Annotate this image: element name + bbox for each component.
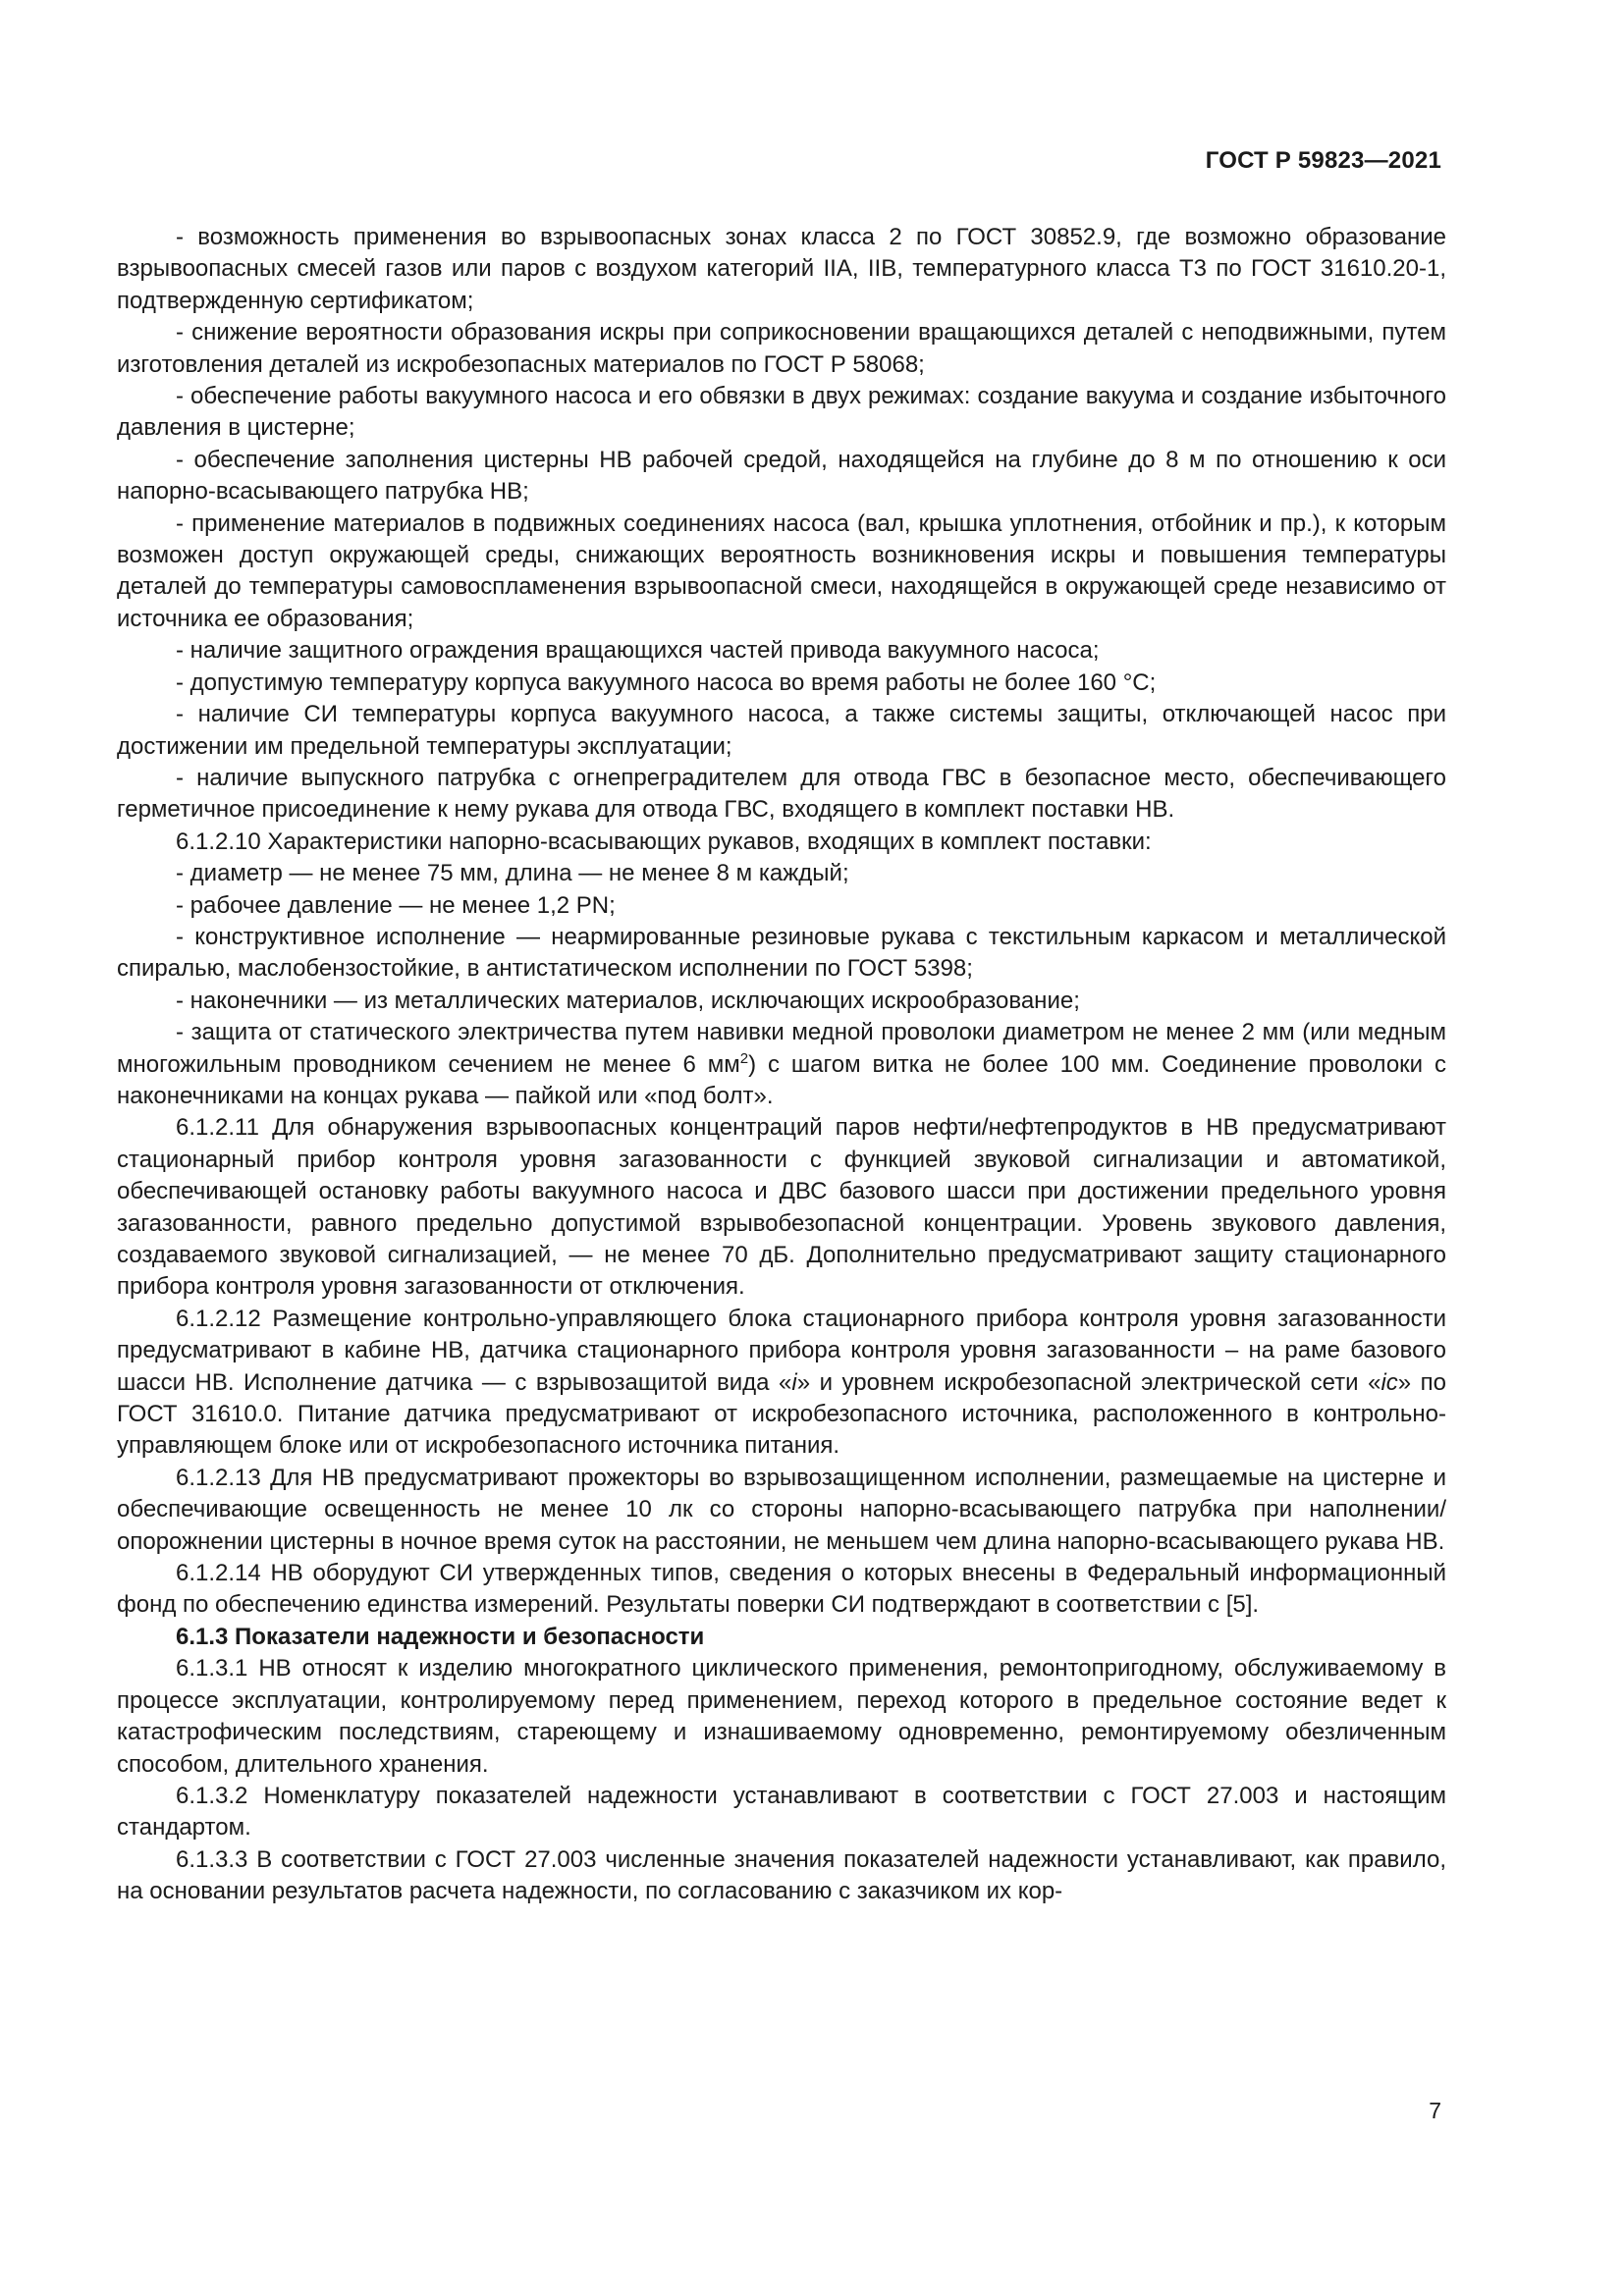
paragraph: - наличие защитного ограждения вращающихся частей привода вакуумного насоса; — [176, 637, 1100, 665]
paragraph: - снижение вероятности образования искры при соприкосновении вращающихся деталей с неподвижными, путем изготовления деталей из искробезопасных материалов по ГОСТ Р 58068; — [117, 319, 1446, 378]
paragraph: - наконечники — из металлических материалов, исключающих искрообразование; — [176, 987, 1080, 1014]
paragraph-6-1-2-14: 6.1.2.14 НВ оборудуют СИ утвержденных типов, сведения о которых внесены в Федеральный информационный фонд по обеспечению единства измерений. Результаты поверки СИ подтверждают в соответствии с [5]. — [117, 1560, 1446, 1619]
paragraph-6-1-2-12 — [117, 1304, 1446, 1463]
superscript: 2 — [739, 1049, 749, 1067]
paragraph-6-1-2-13: 6.1.2.13 Для НВ предусматривают прожекторы во взрывозащищенном исполнении, размещаемые на цистерне и обеспечивающие освещенность не менее 10 лк со стороны напорно-всасывающего патрубка при наполнении/опорожнении цистерны в ночное время суток на расстоянии, не меньшем чем длина напорно-всасывающего рукава НВ. — [117, 1464, 1446, 1555]
text-span: ) с шагом витка не более 100 мм. Соединение проволоки с наконечниками на концах рукава — пайкой или «под болт». — [117, 1050, 1446, 1109]
text-span: 6.1.2.12 Размещение контрольно-управляющего блока стационарного прибора контроля уровня загазованности предусматривают в кабине НВ, датчика стационарного прибора контроля уровня загазованности – на раме базового шасси НВ. Исполнение датчика — с взрывозащитой вида « — [117, 1305, 1446, 1396]
paragraph-6-1-2-11: 6.1.2.11 Для обнаружения взрывоопасных концентраций паров нефти/нефтепродуктов в НВ предусматривают стационарный прибор контроля уровня загазованности с функцией звуковой сигнализации и автоматикой, обеспечивающей остановку работы вакуумного насоса и ДВС базового шасси при достижении предельного уровня загазованности, равного предельно допустимой взрывобезопасной концентрации. Уровень звукового давления, создаваемого звуковой сигнализацией, — не менее 70 дБ. Дополнительно предусматривают защиту стационарного прибора контроля уровня загазованности от отключения. — [117, 1114, 1446, 1301]
paragraph: - наличие СИ температуры корпуса вакуумного насоса, а также системы защиты, отключающей насос при достижении им предельной температуры эксплуатации; — [117, 701, 1446, 760]
paragraph: - обеспечение заполнения цистерны НВ рабочей средой, находящейся на глубине до 8 м по отношению к оси напорно-всасывающего патрубка НВ; — [117, 446, 1446, 506]
paragraph: - рабочее давление — не менее 1,2 PN; — [176, 891, 616, 919]
paragraph: 6.1.2.10 Характеристики напорно-всасывающих рукавов, входящих в комплект поставки: — [176, 828, 1152, 855]
paragraph: - наличие выпускного патрубка с огнепреградителем для отвода ГВС в безопасное место, обеспечивающего герметичное присоединение к нему рукава для отвода ГВС, входящего в комплект поставки НВ. — [117, 764, 1446, 824]
paragraph: - возможность применения во взрывоопасных зонах класса 2 по ГОСТ 30852.9, где возможно образование взрывоопасных смесей газов или паров с воздухом категорий IIA, IIB, температурного класса Т3 по ГОСТ 31610.20-1, подтвержденную сертификатом; — [117, 224, 1446, 314]
document-body — [117, 222, 1446, 1908]
text-span: - защита от статического электричества путем навивки медной проволоки диаметром не менее 2 мм (или медным многожильным проводником сечением не менее 6 мм — [117, 1019, 1446, 1078]
page-number: 7 — [1429, 2098, 1441, 2123]
italic-text: i — [791, 1368, 797, 1396]
paragraph: - конструктивное исполнение — неармированные резиновые рукава с текстильным каркасом и металлической спиралью, маслобензостойкие, в антистатическом исполнении по ГОСТ 5398; — [117, 923, 1446, 983]
paragraph-6-1-3-2: 6.1.3.2 Номенклатуру показателей надежности устанавливают в соответствии с ГОСТ 27.003 и настоящим стандартом. — [117, 1782, 1446, 1842]
paragraph: - диаметр — не менее 75 мм, длина — не менее 8 м каждый; — [176, 860, 849, 887]
text-span: » и уровнем искробезопасной электрической сети « — [796, 1368, 1381, 1396]
section-heading: 6.1.3 Показатели надежности и безопасности — [176, 1623, 705, 1650]
text-span: » по ГОСТ 31610.0. Питание датчика предусматривают от искробезопасного источника, расположенного в контрольно-управляющем блоке или от искробезопасного источника питания. — [117, 1368, 1447, 1460]
paragraph-6-1-3-1: 6.1.3.1 НВ относят к изделию многократного циклического применения, ремонтопригодному, обслуживаемому в процессе эксплуатации, контролируемому перед применением, переход которого в предельное состояние ведет к катастрофическим последствиям, стареющему и изнашиваемому одновременно, ремонтируемому обезличенным способом, длительного хранения. — [117, 1655, 1446, 1778]
paragraph: - применение материалов в подвижных соединениях насоса (вал, крышка уплотнения, отбойник и пр.), к которым возможен доступ окружающей среды, снижающих вероятность возникновения искры и повышения температуры деталей до температуры самовоспламенения взрывоопасной смеси, находящейся в окружающей среде независимо от источника ее образования; — [117, 509, 1446, 632]
paragraph: - допустимую температуру корпуса вакуумного насоса во время работы не более 160 °С; — [176, 668, 1157, 696]
italic-text: ic — [1380, 1368, 1398, 1396]
paragraph-wire-protection — [117, 1017, 1446, 1112]
paragraph: - обеспечение работы вакуумного насоса и его обвязки в двух режимах: создание вакуума и создание избыточного давления в цистерне; — [117, 383, 1446, 442]
paragraph-6-1-3-3: 6.1.3.3 В соответствии с ГОСТ 27.003 численные значения показателей надежности устанавливают, как правило, на основании результатов расчета надежности, по согласованию с заказчиком их кор- — [117, 1845, 1446, 1905]
document-id-header: ГОСТ Р 59823—2021 — [1205, 147, 1441, 174]
